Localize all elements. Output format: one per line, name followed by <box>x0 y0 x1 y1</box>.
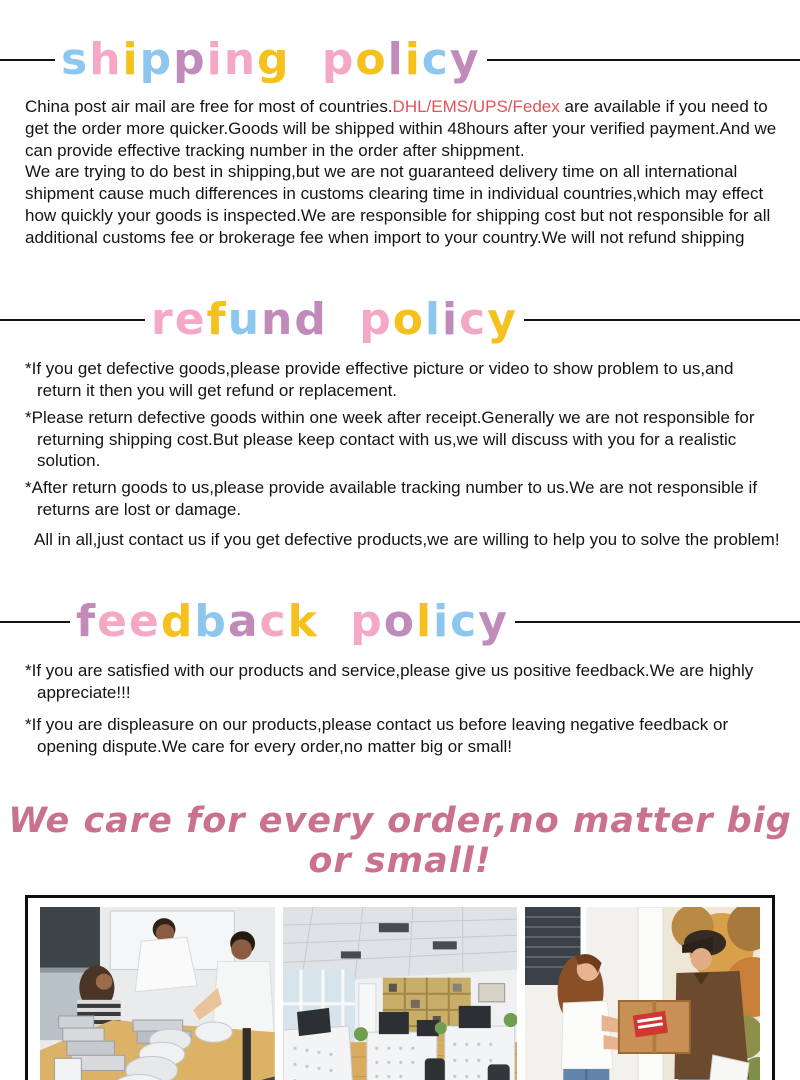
packing-warehouse-photo <box>40 907 275 1080</box>
header-rule-right <box>487 59 800 61</box>
header-rule-right <box>515 621 800 623</box>
feedback-policy-title: feedback policy <box>76 596 509 648</box>
shipping-policy-title: shipping policy <box>61 34 481 85</box>
refund-item: *If you get defective goods,please provide effective picture or video to show problem to us,and return it then you will get refund or replacement. <box>25 359 734 400</box>
office-interior-illustration <box>283 907 518 1080</box>
refund-item: *Please return defective goods within one week after receipt.Generally we are not responsible for returning shipping cost.But please keep contact with us,we will discuss with you for a realistic solution. <box>25 407 755 471</box>
office-interior-photo <box>283 907 518 1080</box>
photo-strip <box>25 895 775 1080</box>
courier-delivery-photo <box>525 907 760 1080</box>
shipping-text-before: China post air mail are free for most of countries. <box>25 97 393 116</box>
refund-item: *After return goods to us,please provide available tracking number to us.We are not responsible if returns are lost or damage. <box>25 478 758 519</box>
refund-summary: All in all,just contact us if you get defective products,we are willing to help you to solve the problem! <box>34 529 780 549</box>
courier-delivery-illustration <box>525 907 760 1080</box>
refund-policy-title: refund policy <box>151 294 518 346</box>
slogan-banner: We care for every order,no matter big or small! <box>8 801 792 882</box>
shipping-paragraph-intro <box>0 96 800 161</box>
feedback-item: *If you are displeasure on our products,please contact us before leaving negative feedback or opening dispute.We care for every order,no matter big or small! <box>25 714 729 756</box>
header-rule-left <box>0 59 55 61</box>
refund-policy-header <box>0 294 800 346</box>
header-rule-left <box>0 319 145 321</box>
shipping-paragraph-2: We are trying to do best in shipping,but we are not guaranteed delivery time on all international shipment cause much differences in customs clearing time in individual countries,which may effect how quickly your goods is inspected.We are responsible for shipping cost but not responsible for all additional customs fee or brokerage fee when import to your country.We will not refund shipping <box>25 162 771 247</box>
shipping-text-after: are available if you need to get the order more quicker.Goods will be shipped within 48hours after your verified payment.And we can provide effective tracking number in the order after shippment. <box>25 97 777 160</box>
packing-warehouse-illustration <box>40 907 275 1080</box>
header-rule-right <box>524 319 800 321</box>
feedback-item: *If you are satisfied with our products and service,please give us positive feedback.We are highly appreciate!!! <box>25 661 754 702</box>
feedback-policy-header <box>0 596 800 648</box>
shipping-policy-header <box>0 34 800 85</box>
header-rule-left <box>0 621 70 623</box>
carriers-highlight: DHL/EMS/UPS/Fedex <box>392 97 560 116</box>
